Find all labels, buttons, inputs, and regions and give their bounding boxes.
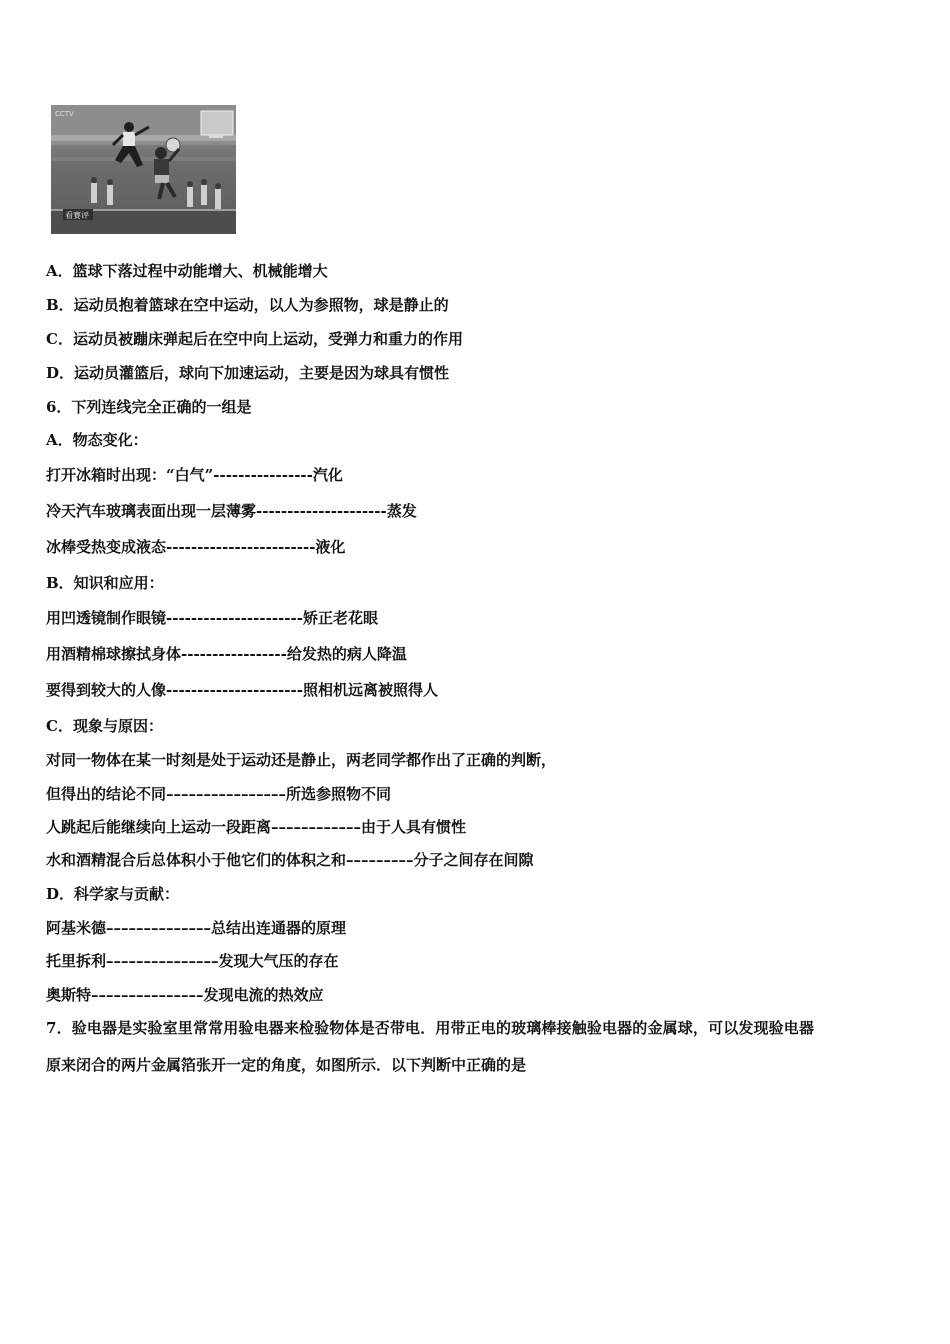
q7-stem-line-1: 7．验电器是实验室里常常用验电器来检验物体是否带电．用带正电的玻璃棒接触验电器的金属球，可以发现验电器 xyxy=(46,1019,815,1037)
q6-d-line: 阿基米德––––––––––––––总结出连通器的原理 xyxy=(46,919,347,937)
q5-option-d: D．运动员灌篮后，球向下加速运动，主要是因为球具有惯性 xyxy=(46,364,450,382)
q6-stem: 6．下列连线完全正确的一组是 xyxy=(46,398,252,416)
q6-b-title: B．知识和应用： xyxy=(46,574,164,592)
q6-b-line: 要得到较大的人像----------------------照相机远离被照得人 xyxy=(46,681,438,699)
q6-a-line: 冰棒受热变成液态------------------------液化 xyxy=(46,538,346,556)
photo-graphic xyxy=(51,105,236,234)
photo-caption: 看赛评 xyxy=(65,211,89,220)
cctv-logo: CCTV xyxy=(55,110,74,118)
q5-option-a: A．篮球下落过程中动能增大、机械能增大 xyxy=(46,262,328,280)
q6-b-line: 用凹透镜制作眼镜----------------------矫正老花眼 xyxy=(46,609,378,627)
basketball-dunk-photo xyxy=(51,105,236,234)
q6-c-title: C．现象与原因： xyxy=(46,717,163,735)
q7-stem-line-2: 原来闭合的两片金属箔张开一定的角度，如图所示．以下判断中正确的是 xyxy=(46,1056,527,1074)
q6-a-line: 打开冰箱时出现：“白气”----------------汽化 xyxy=(46,466,343,484)
q6-d-line: 托里拆利–––––––––––––––发现大气压的存在 xyxy=(46,952,339,970)
q5-option-b: B．运动员抱着篮球在空中运动，以人为参照物，球是静止的 xyxy=(46,296,449,314)
q6-c-line: 水和酒精混合后总体积小于他它们的体积之和–––––––––分子之间存在间隙 xyxy=(46,851,534,869)
q6-a-line: 冷天汽车玻璃表面出现一层薄雾---------------------蒸发 xyxy=(46,502,417,520)
q6-a-title: A．物态变化： xyxy=(46,431,148,449)
q6-b-line: 用酒精棉球擦拭身体-----------------给发热的病人降温 xyxy=(46,645,407,663)
q6-c-line: 人跳起后能继续向上运动一段距离––––––––––––由于人具有惯性 xyxy=(46,818,467,836)
q6-c-line: 对同一物体在某一时刻是处于运动还是静止，两老同学都作出了正确的判断， xyxy=(46,751,557,769)
q5-option-c: C．运动员被蹦床弹起后在空中向上运动，受弹力和重力的作用 xyxy=(46,330,463,348)
q6-d-line: 奥斯特–––––––––––––––发现电流的热效应 xyxy=(46,986,324,1004)
q6-c-line: 但得出的结论不同––––––––––––––––所选参照物不同 xyxy=(46,785,392,803)
q6-d-title: D．科学家与贡献： xyxy=(46,885,180,903)
